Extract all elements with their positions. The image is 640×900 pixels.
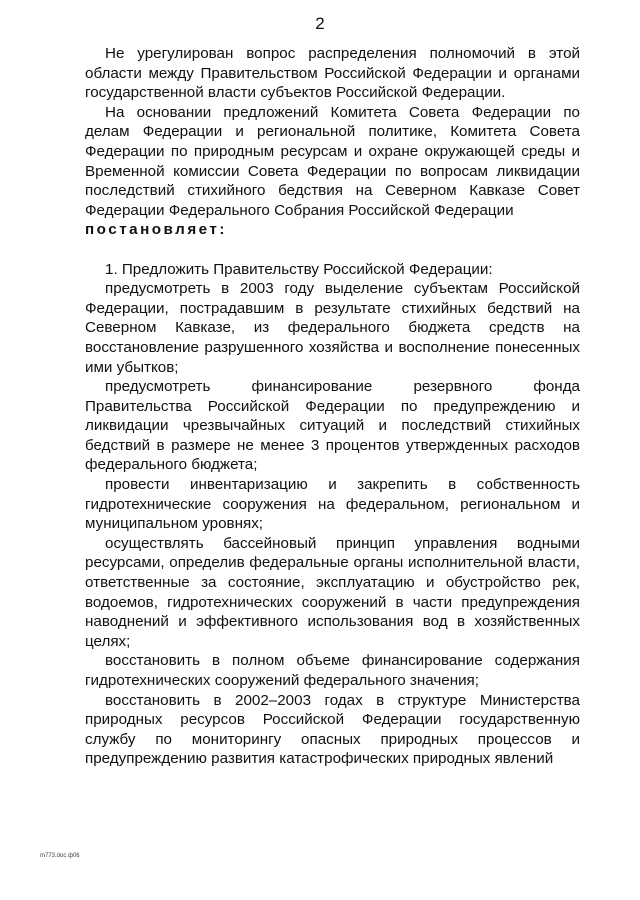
- paragraph-basis: На основании предложений Комитета Совета Федерации по делам Федерации и региональной политике, Комитета Совета Федерации по природным ресурсам и охране окружающей среды и Временной комиссии Совета Федерации по вопросам ликвидации последствий стихийного бедствия на Северном Кавказе Совет Федерации Федерального Собрания Российской Федерации: [85, 103, 580, 219]
- paragraph-gap: [85, 240, 580, 260]
- item-1-heading: 1. Предложить Правительству Российской Федерации:: [105, 260, 493, 278]
- clause-budget-allocation: предусмотреть в 2003 году выделение субъектам Российской Федерации, пострадавшим в результате стихийных бедствий на Северном Кавказе, из федерального бюджета средств на восстановление разрушенного хозяйства и восполнение понесенных ими убытков;: [85, 280, 580, 376]
- document-body: [85, 44, 580, 769]
- resolves-heading: постановляет:: [85, 221, 227, 239]
- clause-basin-management: осуществлять бассейновый принцип управления водными ресурсами, определив федеральные органы исполнительной власти, ответственные за состояние, эксплуатацию и обустройство рек, водоемов, гидротехнических сооружений в части предупреждения наводнений и эффективного использования вод в хозяйственных целях;: [85, 534, 580, 650]
- footer-file-code: m773.doc ф06: [40, 853, 80, 859]
- clause-hydro-funding: восстановить в полном объеме финансирование содержания гидротехнических сооружений федерального значения;: [85, 652, 580, 689]
- clause-inventory: провести инвентаризацию и закрепить в собственность гидротехнические сооружения на федеральном, региональном и муниципальном уровнях;: [85, 476, 580, 533]
- paragraph-authority-issue: Не урегулирован вопрос распределения полномочий в этой области между Правительством Российской Федерации и органами государственной власти субъектов Российской Федерации.: [85, 45, 580, 102]
- clause-monitoring-service: восстановить в 2002–2003 годах в структуре Министерства природных ресурсов Российской Федерации государственную службу по мониторингу опасных природных процессов и предупреждению развития катастрофических природных явлений: [85, 691, 580, 768]
- page-number: 2: [315, 14, 325, 33]
- clause-reserve-fund: предусмотреть финансирование резервного фонда Правительства Российской Федерации по предупреждению и ликвидации чрезвычайных ситуаций и последствий стихийных бедствий в размере не менее 3 процентов утвержденных расходов федерального бюджета;: [85, 378, 580, 474]
